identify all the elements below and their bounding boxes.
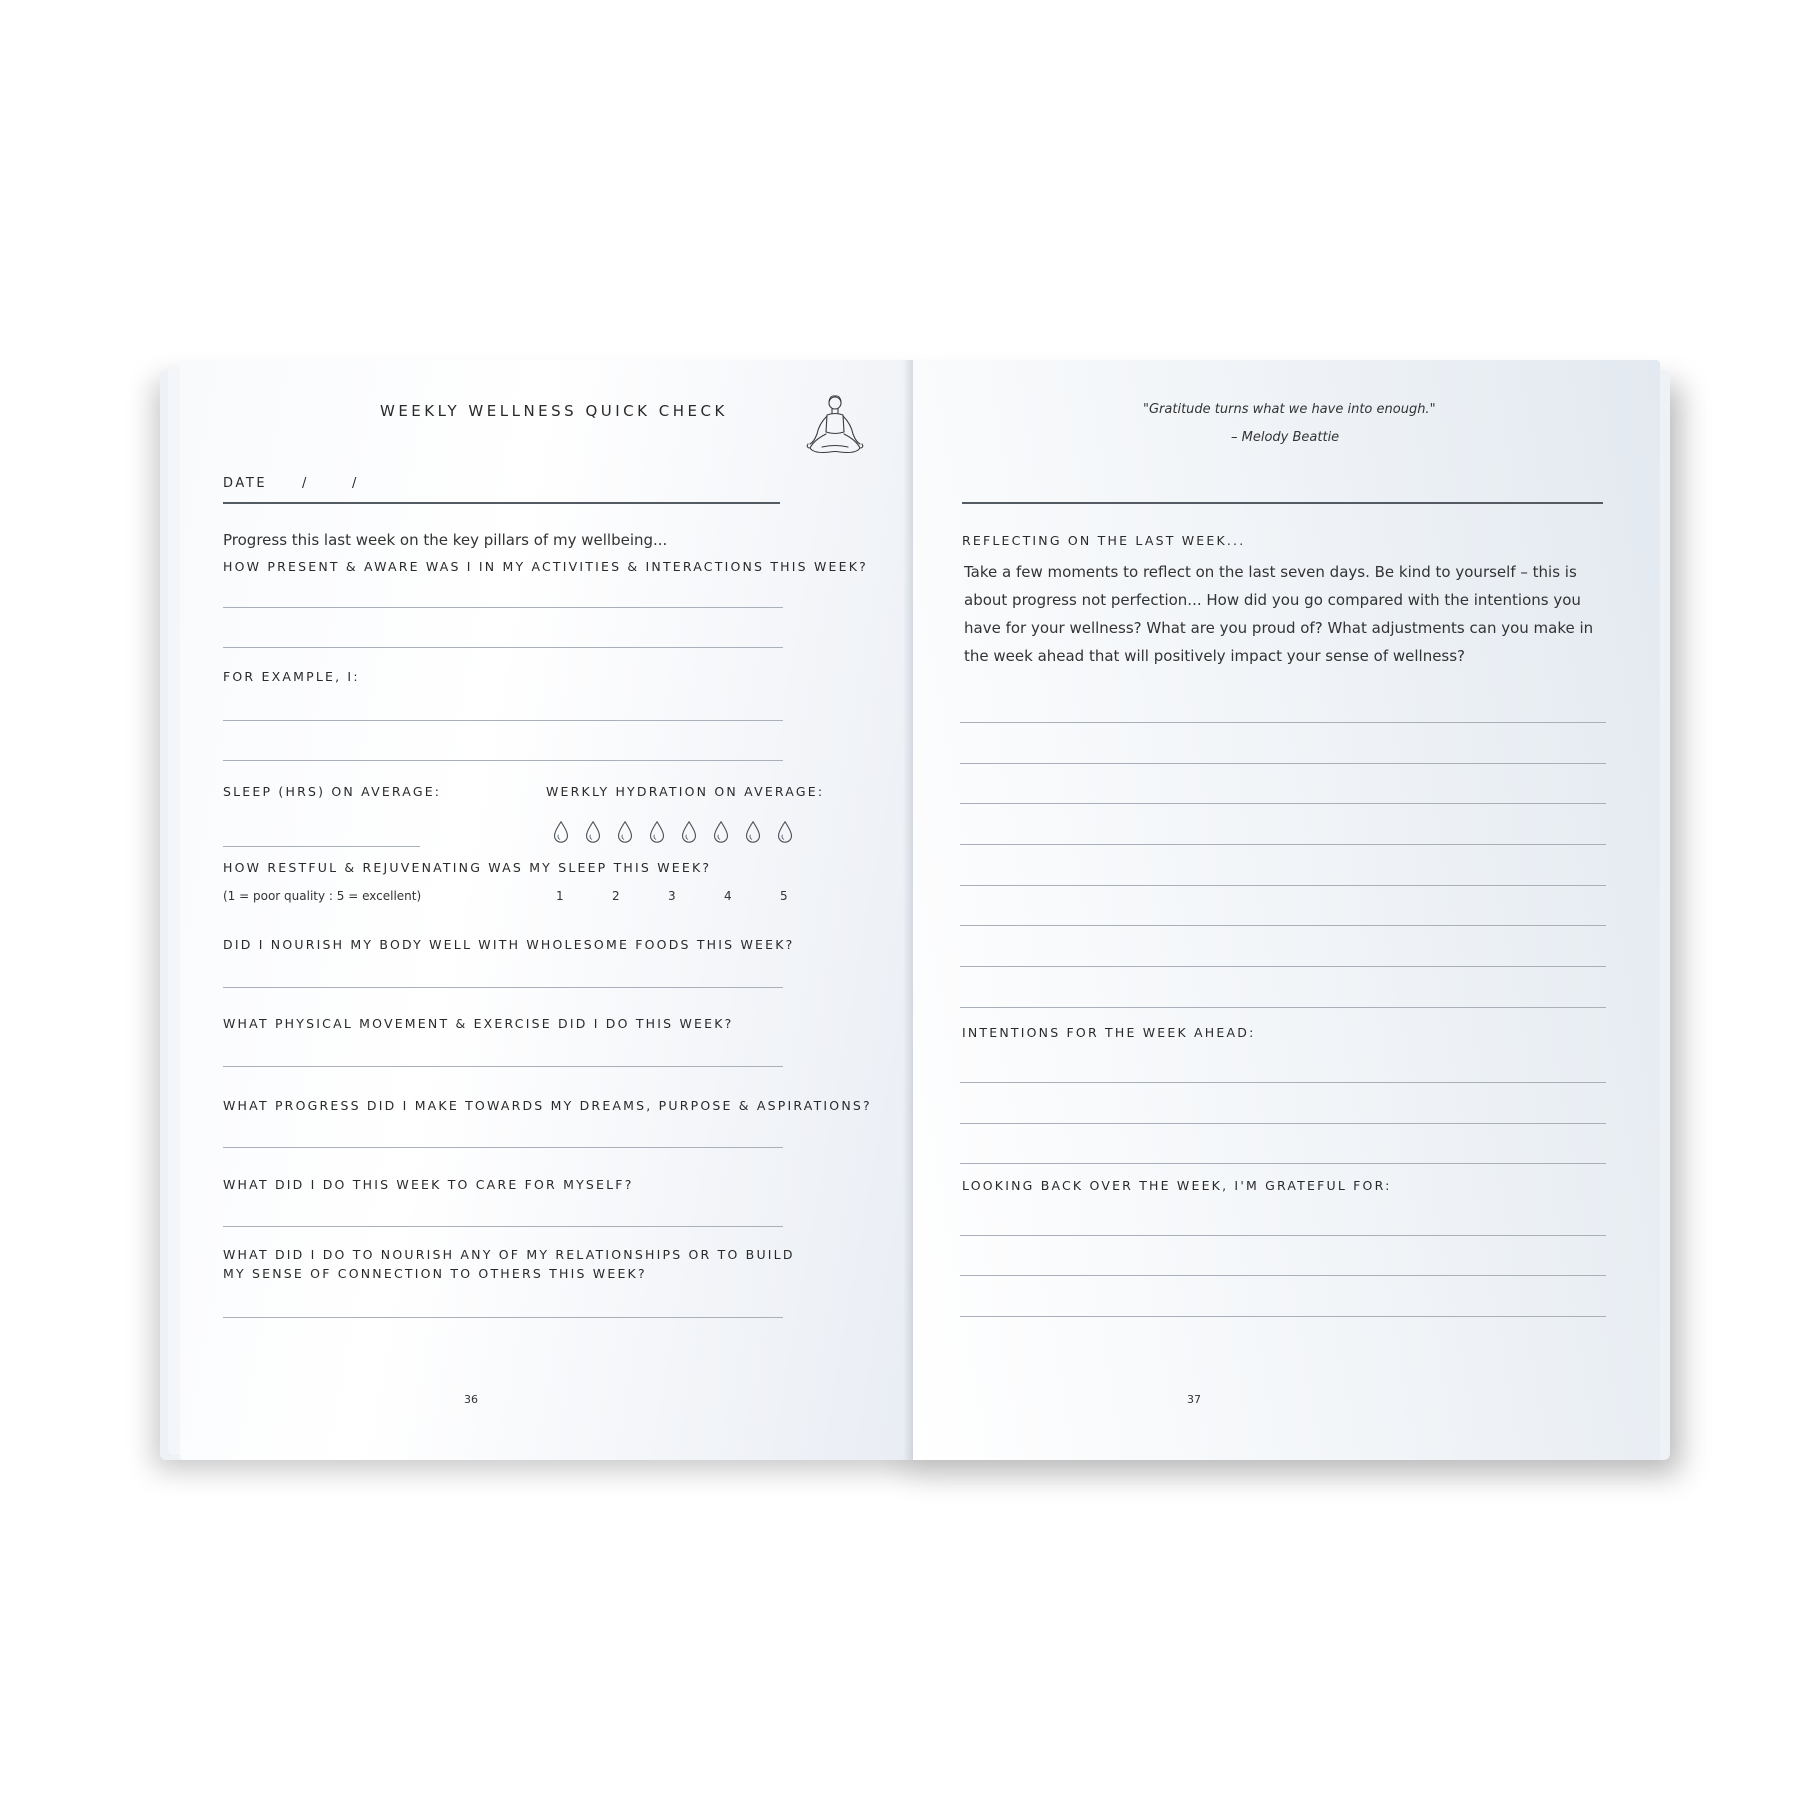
question-restful: HOW RESTFUL & REJUVENATING WAS MY SLEEP THIS WEEK? (223, 860, 712, 875)
reflect-text-line: Take a few moments to reflect on the last seven days. Be kind to yourself – this is (964, 563, 1577, 581)
grateful-line[interactable] (960, 1316, 1606, 1317)
intentions-line[interactable] (960, 1163, 1606, 1164)
question-hydration: WERKLY HYDRATION ON AVERAGE: (546, 784, 825, 799)
header-divider (962, 502, 1603, 504)
water-drop-icon[interactable] (680, 820, 698, 844)
water-drop-icon[interactable] (776, 820, 794, 844)
question-example: FOR EXAMPLE, I: (223, 669, 360, 684)
answer-line[interactable] (223, 1066, 783, 1067)
grateful-heading: LOOKING BACK OVER THE WEEK, I'M GRATEFUL FOR: (962, 1178, 1392, 1193)
answer-line[interactable] (223, 987, 783, 988)
answer-line[interactable] (223, 760, 783, 761)
water-drop-icon[interactable] (712, 820, 730, 844)
water-drop-icon[interactable] (744, 820, 762, 844)
scale-note: (1 = poor quality : 5 = excellent) (223, 889, 422, 903)
meditation-icon (800, 392, 870, 472)
reflect-line[interactable] (960, 844, 1606, 845)
water-drop-icon[interactable] (552, 820, 570, 844)
water-drop-icon[interactable] (584, 820, 602, 844)
question-nourish: DID I NOURISH MY BODY WELL WITH WHOLESOME FOODS THIS WEEK? (223, 937, 795, 952)
sleep-hours-field[interactable] (223, 846, 420, 847)
scale-option-2[interactable]: 2 (612, 889, 620, 903)
page-number: 37 (1187, 1393, 1201, 1406)
intentions-line[interactable] (960, 1082, 1606, 1083)
intro-text: Progress this last week on the key pillars of my wellbeing... (223, 531, 668, 549)
reflect-text-line: the week ahead that will positively impact your sense of wellness? (964, 647, 1466, 665)
reflect-heading: REFLECTING ON THE LAST WEEK... (962, 533, 1246, 548)
scale-option-4[interactable]: 4 (724, 889, 732, 903)
reflect-line[interactable] (960, 885, 1606, 886)
question-present: HOW PRESENT & AWARE WAS I IN MY ACTIVITIES & INTERACTIONS THIS WEEK? (223, 559, 868, 574)
intentions-heading: INTENTIONS FOR THE WEEK AHEAD: (962, 1025, 1256, 1040)
reflect-line[interactable] (960, 1007, 1606, 1008)
question-relationships: WHAT DID I DO TO NOURISH ANY OF MY RELATIONSHIPS OR TO BUILD (223, 1247, 795, 1262)
right-page (913, 360, 1660, 1460)
question-sleep-average: SLEEP (HRS) ON AVERAGE: (223, 784, 442, 799)
intentions-line[interactable] (960, 1123, 1606, 1124)
grateful-line[interactable] (960, 1235, 1606, 1236)
reflect-line[interactable] (960, 966, 1606, 967)
scale-option-3[interactable]: 3 (668, 889, 676, 903)
question-care: WHAT DID I DO THIS WEEK TO CARE FOR MYSELF? (223, 1177, 634, 1192)
scale-option-5[interactable]: 5 (780, 889, 788, 903)
reflect-line[interactable] (960, 925, 1606, 926)
water-drop-icon[interactable] (648, 820, 666, 844)
date-separator: / (302, 476, 309, 491)
answer-line[interactable] (223, 1317, 783, 1318)
page-number: 36 (464, 1393, 478, 1406)
question-progress: WHAT PROGRESS DID I MAKE TOWARDS MY DREAMS, PURPOSE & ASPIRATIONS? (223, 1098, 872, 1113)
scale-option-1[interactable]: 1 (556, 889, 564, 903)
reflect-line[interactable] (960, 763, 1606, 764)
date-separator: / (352, 476, 359, 491)
answer-line[interactable] (223, 647, 783, 648)
hydration-drops (552, 820, 812, 850)
date-field[interactable] (223, 502, 780, 504)
question-relationships-cont: MY SENSE OF CONNECTION TO OTHERS THIS WEEK? (223, 1266, 647, 1281)
date-label: DATE (223, 476, 268, 491)
page-title: WEEKLY WELLNESS QUICK CHECK (380, 402, 728, 420)
answer-line[interactable] (223, 1226, 783, 1227)
reflect-text-line: have for your wellness? What are you proud of? What adjustments can you make in (964, 619, 1594, 637)
water-drop-icon[interactable] (616, 820, 634, 844)
answer-line[interactable] (223, 1147, 783, 1148)
question-movement: WHAT PHYSICAL MOVEMENT & EXERCISE DID I DO THIS WEEK? (223, 1016, 734, 1031)
answer-line[interactable] (223, 720, 783, 721)
grateful-line[interactable] (960, 1275, 1606, 1276)
reflect-line[interactable] (960, 803, 1606, 804)
left-page (180, 360, 913, 1460)
reflect-line[interactable] (960, 722, 1606, 723)
answer-line[interactable] (223, 607, 783, 608)
quote-author: – Melody Beattie (1231, 430, 1340, 445)
reflect-text-line: about progress not perfection... How did you go compared with the intentions you (964, 591, 1581, 609)
quote-text: "Gratitude turns what we have into enough." (1143, 402, 1436, 417)
